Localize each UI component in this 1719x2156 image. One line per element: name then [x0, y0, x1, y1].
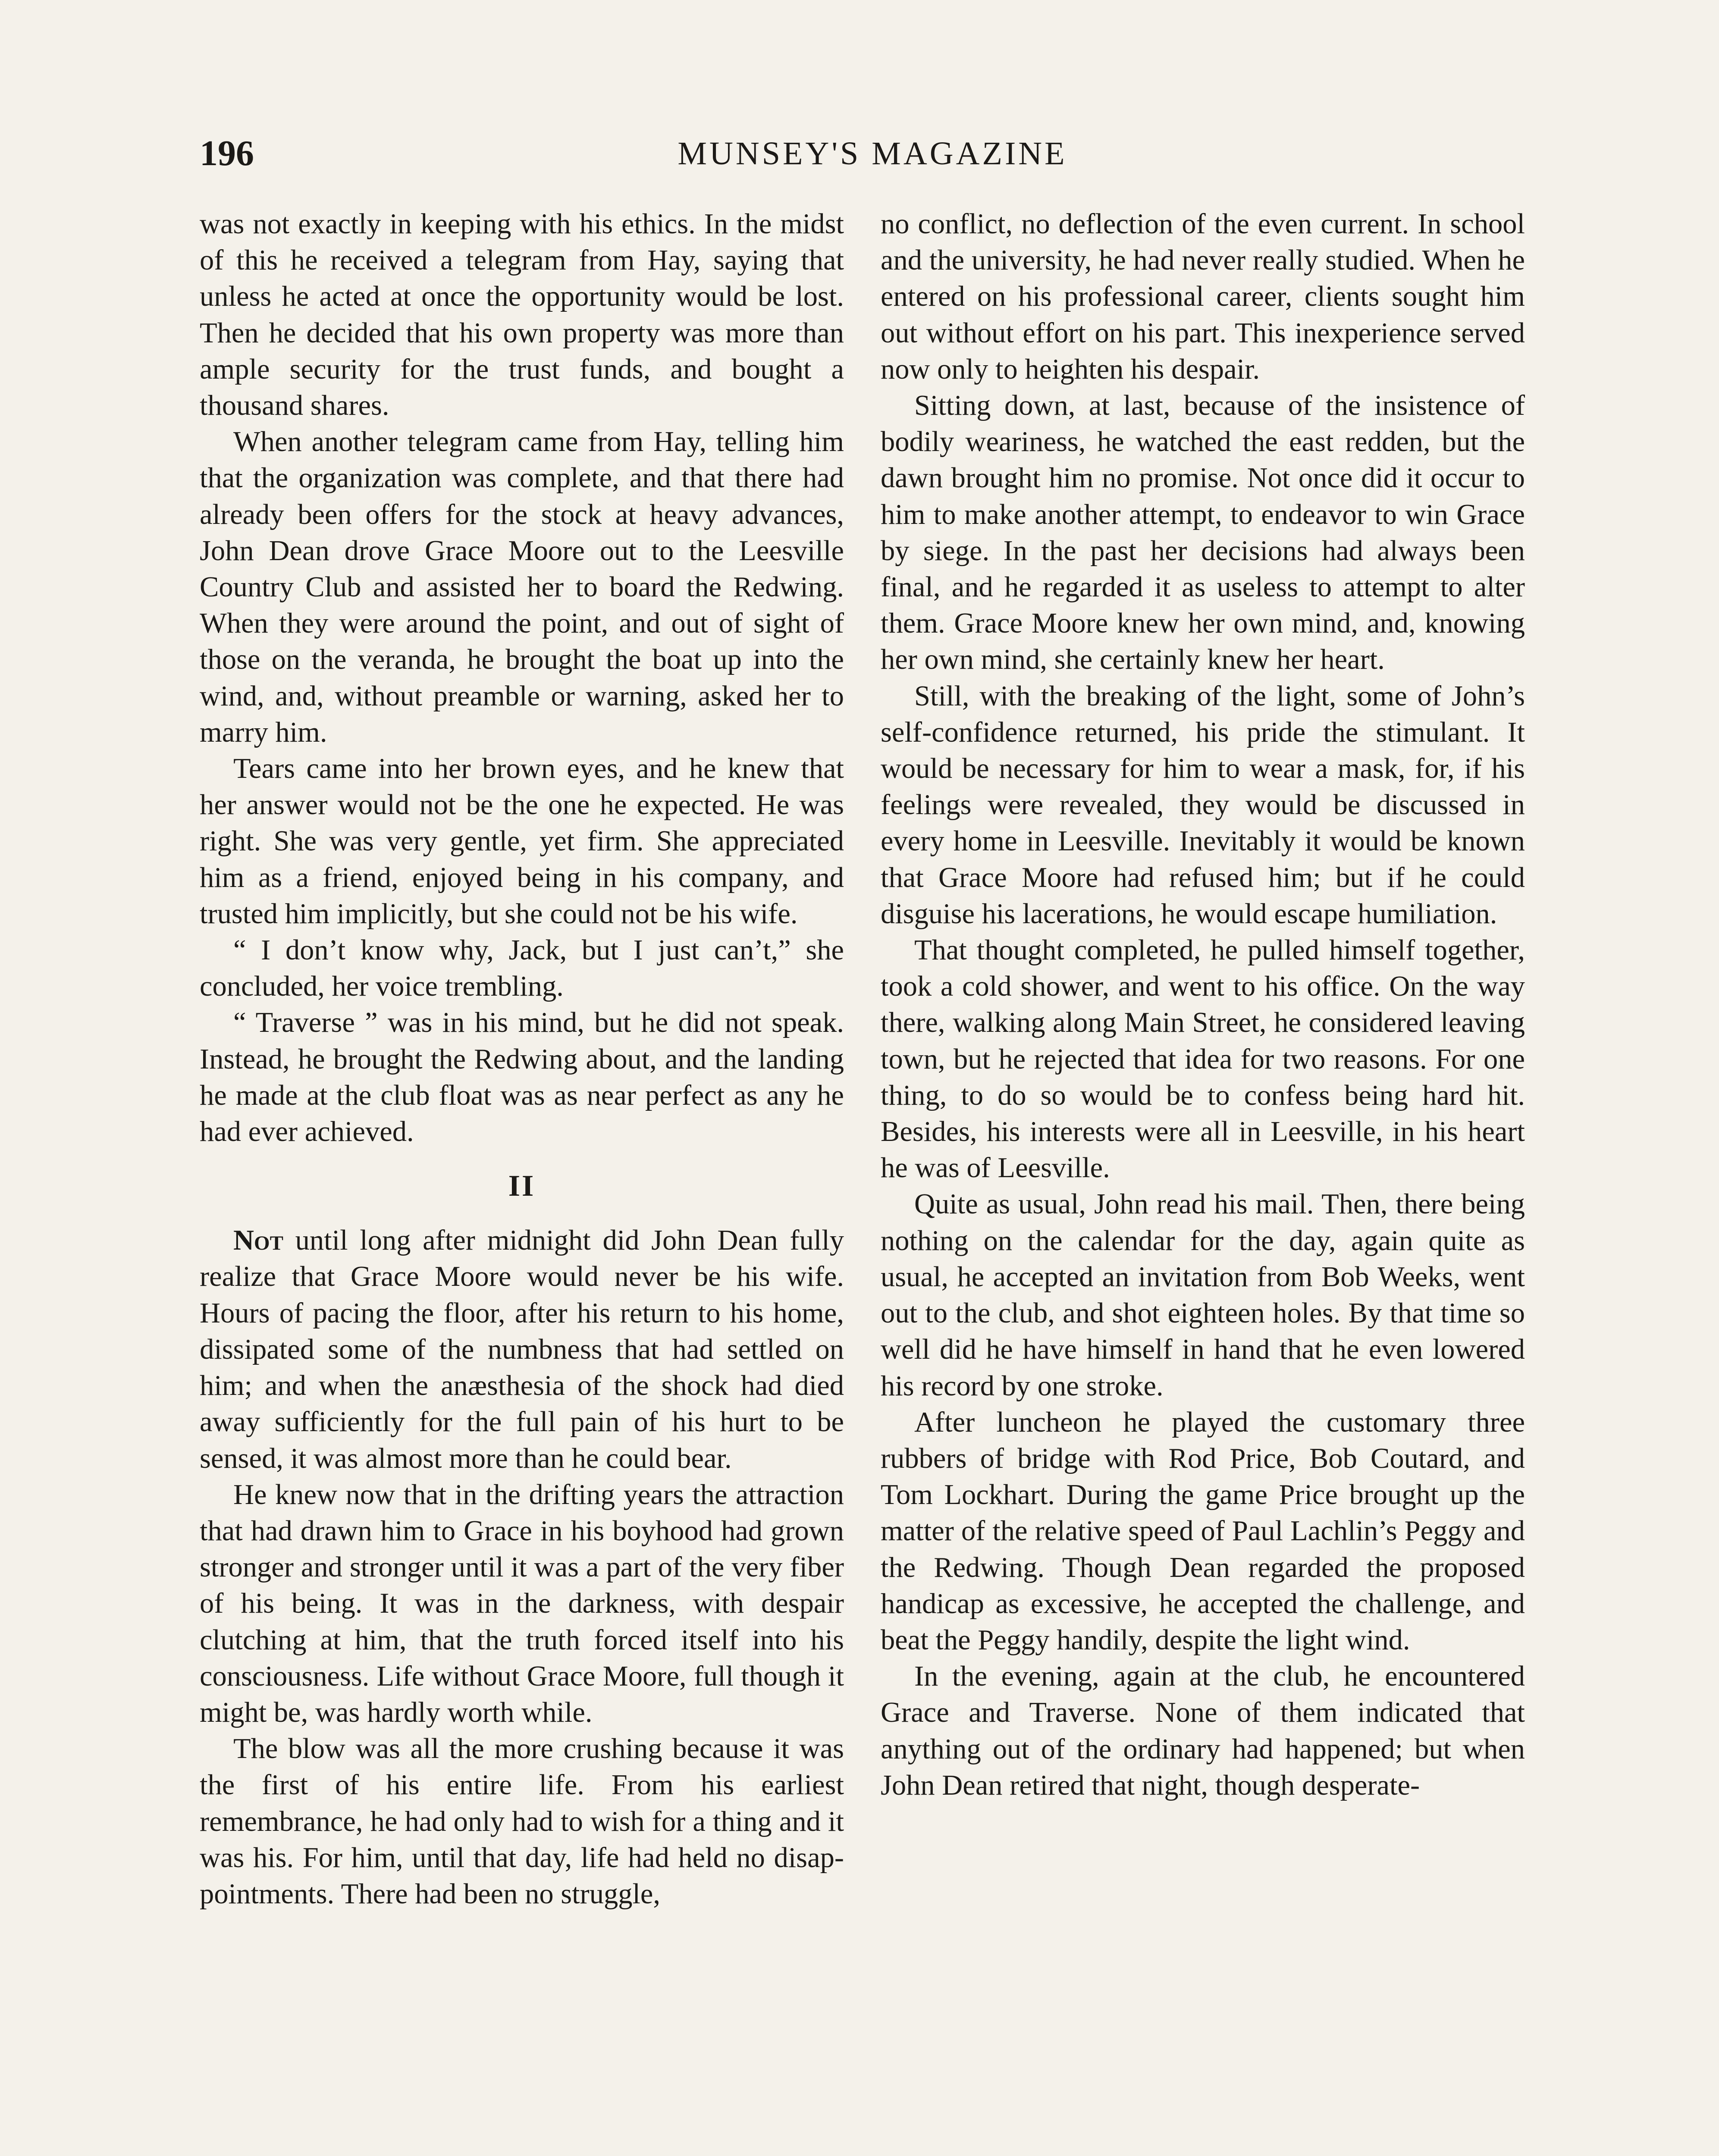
paragraph: “ I don’t know why, Jack, but I just can’t,” she concluded, her voice trembling.	[200, 934, 844, 1003]
paragraph: When another telegram came from Hay, telling him that the organization was complete, and that there had already been offers for the stock at heavy advances, John Dean drove Grace Moore out to the Leesville Country Club and assisted her to board the Redwing. When they were around the point, and out of sight of those on the veranda, he brought the boat up into the wind, and, without preamble or warning, asked her to marry him.	[200, 426, 844, 748]
right-column	[881, 206, 1525, 1804]
paragraph: That thought completed, he pulled himself together, took a cold shower, and went to his office. On the way there, walking along Main Street, he considered leaving town, but he rejected that idea for two reasons. For one thing, to do so would be to confess being hard hit. Besides, his interests were all in Leesville, in his heart he was of Leesville.	[881, 934, 1525, 1184]
paragraph: The blow was all the more crushing because it was the first of his entire life. From his earliest remembrance, he had only had to wish for a thing and it was his. For him, until that day, life had held no disappointments. There had been no struggle,	[200, 1733, 844, 1910]
section-opening-paragraph	[200, 1222, 844, 1476]
paragraph: He knew now that in the drifting years the attraction that had drawn him to Grace in his boyhood had grown stronger and stronger until it was a part of the very fiber of his being. It was in the darkness, with despair clutching at him, that the truth forced itself into his consciousness. Life without Grace Moore, full though it might be, was hardly worth while.	[200, 1479, 844, 1728]
page-header	[200, 128, 1545, 179]
section-heading: II	[508, 1169, 536, 1203]
paragraph: no conflict, no deflection of the even current. In school and the university, he had never really studied. When he entered on his professional career, clients sought him out without effort on his part. This inexperience served now only to heighten his despair.	[881, 208, 1525, 385]
section-opening-word: Not	[233, 1225, 283, 1257]
paragraph: Still, with the breaking of the light, some of John’s self-confidence returned, his pride the stimulant. It would be necessary for him to wear a mask, for, if his feelings were revealed, they would be discussed in every home in Leesville. Inevitably it would be known that Grace Moore had refused him; but if he could disguise his lacerations, he would escape humiliation.	[881, 680, 1525, 930]
paragraph: Quite as usual, John read his mail. Then, there being nothing on the calendar for the day, again quite as usual, he accepted an invitation from Bob Weeks, went out to the club, and shot eighteen holes. By that time so well did he have himself in hand that he even lowered his record by one stroke.	[881, 1188, 1525, 1402]
running-head: MUNSEY'S MAGAZINE	[678, 135, 1067, 172]
left-column	[200, 206, 844, 1912]
paragraph: In the evening, again at the club, he encountered Grace and Traverse. None of them indicated that anything out of the ordinary had happened; but when John Dean retired that night, though desperate-	[881, 1661, 1525, 1801]
paragraph: Tears came into her brown eyes, and he knew that her answer would not be the one he expected. He was right. She was very gentle, yet firm. She appreciated him as a friend, enjoyed being in his company, and trusted him implicitly, but she could not be his wife.	[200, 753, 844, 930]
section-opening-text: until long after midnight did John Dean fully realize that Grace Moore would never be his wife. Hours of pacing the floor, after his return to his home, dissipated some of the numbness that had settled on him; and when the anæsthesia of the shock had died away sufficiently for the full pain of his hurt to be sensed, it was almost more than he could bear.	[200, 1225, 844, 1474]
paragraph: After luncheon he played the customary three rubbers of bridge with Rod Price, Bob Coutard, and Tom Lockhart. During the game Price brought up the matter of the relative speed of Paul Lachlin’s Peggy and the Redwing. Though Dean regarded the proposed handicap as excessive, he accepted the challenge, and beat the Peggy handily, despite the light wind.	[881, 1406, 1525, 1656]
paragraph: Sitting down, at last, because of the insistence of bodily weariness, he watched the east redden, but the dawn brought him no promise. Not once did it occur to him to make another attempt, to endeavor to win Grace by siege. In the past her decisions had always been final, and he regarded it as useless to attempt to alter them. Grace Moore knew her own mind, and, knowing her own mind, she certainly knew her heart.	[881, 390, 1525, 676]
page-number: 196	[200, 133, 254, 173]
paragraph: “ Traverse ” was in his mind, but he did not speak. Instead, he brought the Redwing about, and the landing he made at the club float was as near perfect as any he had ever achieved.	[200, 1007, 844, 1148]
paragraph: was not exactly in keeping with his ethics. In the midst of this he received a telegram from Hay, saying that unless he acted at once the opportunity would be lost. Then he decided that his own property was more than ample security for the trust funds, and bought a thousand shares.	[200, 208, 844, 422]
